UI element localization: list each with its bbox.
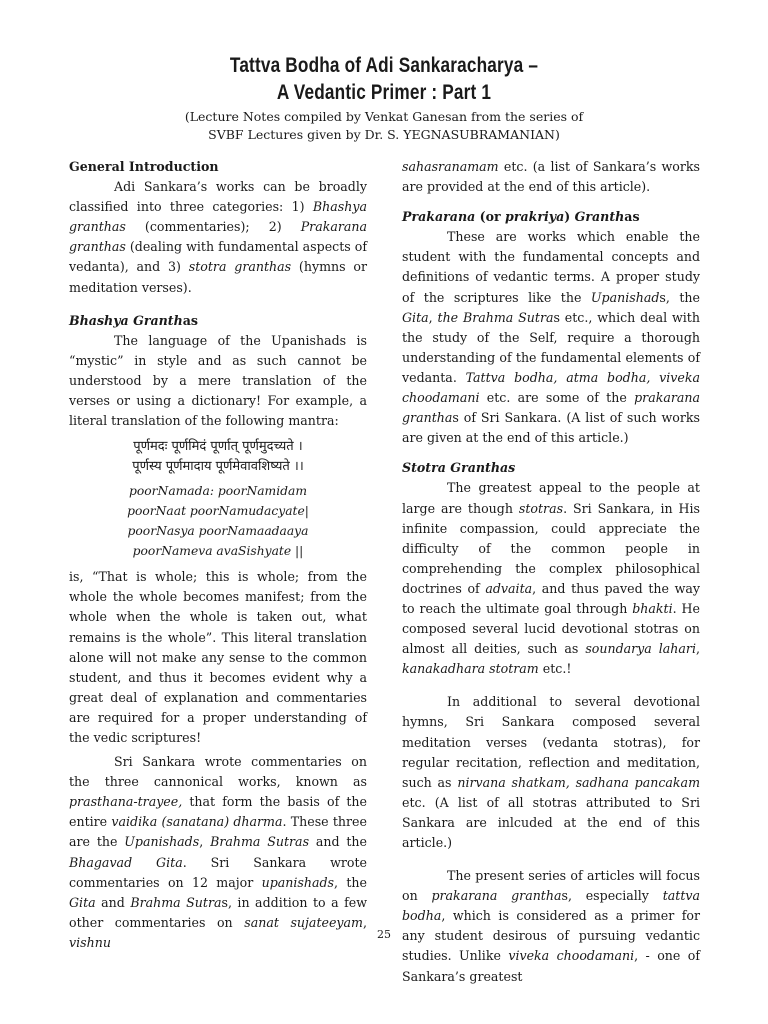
left-column bbox=[69, 157, 367, 953]
title-line-1: Tattva Bodha of Adi Sankaracharya – bbox=[229, 54, 539, 77]
heading-general-introduction: General Introduction bbox=[69, 159, 219, 174]
paragraph-whole: is, “That is whole; this is whole; from the whole the whole becomes manifest; from the whole when the whole is taken out, what remains is the whole”. This literal translation alone will not make any sense to the common student, and thus it becomes evident why a great deal of explanation and commentaries are required for a proper understanding of the vedic scriptures! bbox=[69, 569, 367, 745]
paragraph-intro: Adi Sankara’s works can be broadly classified into three categories: 1) Bhashya granthas (commentaries); 2) Prakarana granthas (dealing with fundamental aspects of vedanta), and 3) stotra granthas (hymns or meditation verses). bbox=[69, 179, 367, 295]
subtitle bbox=[0, 108, 768, 144]
paragraph-stotra: The greatest appeal to the people at large are though stotras. Sri Sankara, in His infinite compassion, could appreciate the difficulty of the common people in comprehending the complex philosophical doctrines of advaita, and thus paved the way to reach the ultimate goal through bhakti. He composed several lucid devotional stotras on almost all deities, such as soundarya lahari, kanakadhara stotram etc.! bbox=[402, 480, 700, 677]
paragraph-continued: sahasranamam etc. (a list of Sankara’s works are provided at the end of this article). bbox=[402, 159, 700, 195]
mantra-transliteration-line-3: poorNasya poorNamaadaaya bbox=[127, 524, 309, 539]
subtitle-line-1: (Lecture Notes compiled by Venkat Ganesan from the series of bbox=[184, 109, 584, 124]
page-header bbox=[0, 52, 768, 144]
mantra-transliteration-line-2: poorNaat poorNamudacyate| bbox=[127, 504, 309, 519]
heading-stotra-granthas: Stotra Granthas bbox=[402, 460, 516, 476]
page-number: 25 bbox=[377, 928, 391, 941]
paragraph-language: The language of the Upanishads is “mystic” in style and as such cannot be understood by a mere translation of the verses or using a dictionary! For example, a literal translation of the following mantra: bbox=[69, 332, 367, 429]
mantra-transliteration-line-1: poorNamada: poorNamidam bbox=[129, 484, 307, 499]
paragraph-prakarana: These are works which enable the student with the fundamental concepts and definitions of vedantic terms. A proper study of the scriptures like the Upanishads, the Gita, the Brahma Sutras etc., which deal with the study of the Self, require a thorough understanding of the fundamental elements of vedanta. Tattva bodha, atma bodha, viveka choodamani etc. are some of the prakarana granthas of Sri Sankara. (A list of such works are given at the end of this article.) bbox=[402, 229, 700, 446]
title-line-2: A Vedantic Primer : Part 1 bbox=[276, 81, 492, 104]
mantra-sanskrit-line-1: पूर्णमदः पूर्णमिदं पूर्णात् पूर्णमुदच्यते । bbox=[133, 439, 303, 455]
mantra-sanskrit-line-2: पूर्णस्य पूर्णमादाय पूर्णमेवावशिष्यते ।। bbox=[132, 459, 304, 475]
mantra-block bbox=[69, 437, 367, 561]
paragraph-meditation: In additional to several devotional hymns, Sri Sankara composed several meditation verses (vedanta stotras), for regular recitation, reflection and meditation, such as nirvana shatkam, sadhana pancakam etc. (A list of all stotras attributed to Sri Sankara are inlcuded at the end of this article.) bbox=[402, 694, 701, 850]
heading-bhashya-granthas: Bhashya Granthas bbox=[69, 312, 199, 328]
paragraph-series: The present series of articles will focus on prakarana granthas, especially tattva bodha, which is considered as a primer for any student desirous of pursuing vedantic studies. Unlike viveka choodamani, - one of Sankara’s greatest bbox=[402, 868, 701, 984]
right-column bbox=[402, 157, 700, 987]
heading-prakarana-granthas: Prakarana (or prakriya) Granthas bbox=[402, 209, 640, 225]
subtitle-line-2: SVBF Lectures given by Dr. S. YEGNASUBRAMANIAN) bbox=[208, 127, 560, 142]
paragraph-commentaries: Sri Sankara wrote commentaries on the three cannonical works, known as prasthana-trayee, that form the basis of the entire vaidika (sanatana) dharma. These three are the Upanishads, Brahma Sutras and the Bhagavad Gita. Sri Sankara wrote commentaries on 12 major upanishads, the Gita and Brahma Sutras, in addition to a few other commentaries on sanat sujateeyam, vishnu bbox=[69, 754, 367, 950]
mantra-transliteration-line-4: poorNameva avaSishyate || bbox=[132, 544, 304, 559]
